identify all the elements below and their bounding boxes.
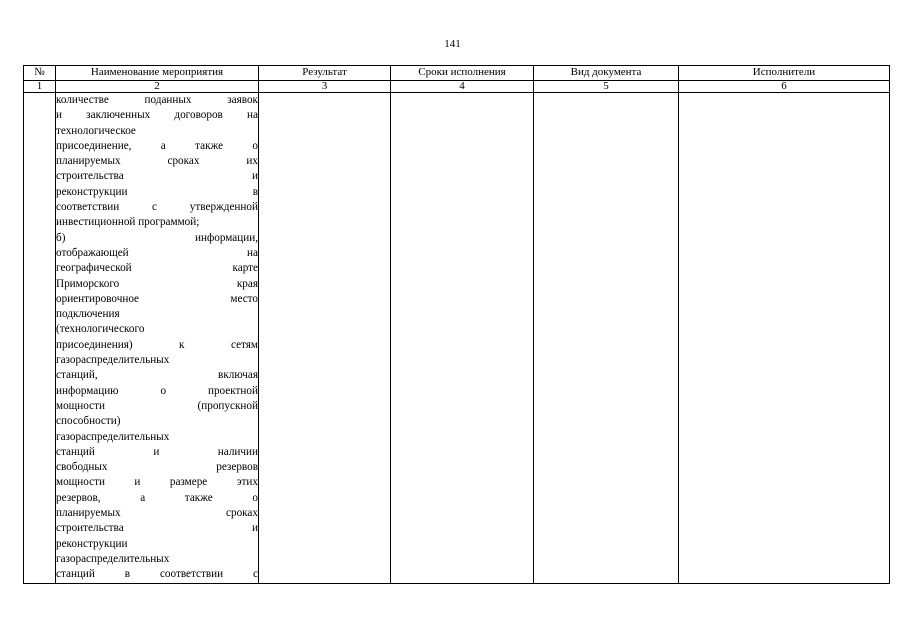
table-row <box>24 93 890 584</box>
header-row <box>24 66 890 81</box>
measure-text-line: планируемых сроках их <box>56 155 258 168</box>
measure-text-line: (технологического <box>56 323 145 336</box>
measure-text-line: резервов, а также о <box>56 491 258 504</box>
measure-text-line: ориентировочное место <box>56 292 258 305</box>
measure-text-line: инвестиционной программой; <box>56 216 200 229</box>
measure-text-line: присоединение, а также о <box>56 139 258 152</box>
measure-text-line: строительства и <box>56 170 258 183</box>
measure-text-line: газораспределительных <box>56 552 170 565</box>
header-deadlines: Сроки исполнения <box>391 66 534 81</box>
measure-text-line: строительства и <box>56 522 258 535</box>
measure-text-line: Приморского края <box>56 277 258 290</box>
measures-table <box>23 65 890 584</box>
measure-text <box>56 93 258 583</box>
measure-text-line: б) информации, <box>56 231 258 244</box>
cell-deadlines <box>391 93 534 584</box>
column-number-4: 4 <box>391 81 534 93</box>
measure-text-line: географической карте <box>56 262 258 275</box>
cell-document-type <box>534 93 679 584</box>
header-measure-name: Наименование мероприятия <box>56 66 259 81</box>
column-number-1: 1 <box>24 81 56 93</box>
column-number-6: 6 <box>679 81 890 93</box>
measure-text-line: газораспределительных <box>56 354 170 367</box>
measure-text-line: информацию о проектной <box>56 384 258 397</box>
measure-text-line: присоединения) к сетям <box>56 338 258 351</box>
measure-text-line: мощности и размере этих <box>56 476 258 489</box>
column-number-3: 3 <box>259 81 391 93</box>
column-number-row <box>24 81 890 93</box>
cell-measure-name <box>56 93 259 584</box>
column-number-2: 2 <box>56 81 259 93</box>
measure-text-line: технологическое <box>56 124 136 137</box>
cell-result <box>259 93 391 584</box>
measure-text-line: мощности (пропускной <box>56 399 258 412</box>
header-executors: Исполнители <box>679 66 890 81</box>
measure-text-line: соответствии с утвержденной <box>56 201 258 214</box>
header-number: № <box>24 66 56 81</box>
measure-text-line: свободных резервов <box>56 461 258 474</box>
measure-text-line: реконструкции <box>56 537 128 550</box>
cell-executors <box>679 93 890 584</box>
measure-text-line: станций и наличии <box>56 445 258 458</box>
measure-text-line: и заключенных договоров на <box>56 109 258 122</box>
measure-text-line: планируемых сроках <box>56 507 258 520</box>
measure-text-line: количестве поданных заявок <box>56 94 258 106</box>
header-document-type: Вид документа <box>534 66 679 81</box>
cell-number <box>24 93 56 584</box>
measure-text-line: станций в соответствии с <box>56 568 258 581</box>
column-number-5: 5 <box>534 81 679 93</box>
header-result: Результат <box>259 66 391 81</box>
page-number: 141 <box>444 38 461 50</box>
measure-text-line: отображающей на <box>56 246 258 259</box>
measure-text-line: подключения <box>56 308 120 321</box>
measure-text-line: способности) <box>56 415 121 428</box>
measure-text-line: газораспределительных <box>56 430 170 443</box>
measure-text-line: реконструкции в <box>56 185 258 198</box>
measure-text-line: станций, включая <box>56 369 258 382</box>
